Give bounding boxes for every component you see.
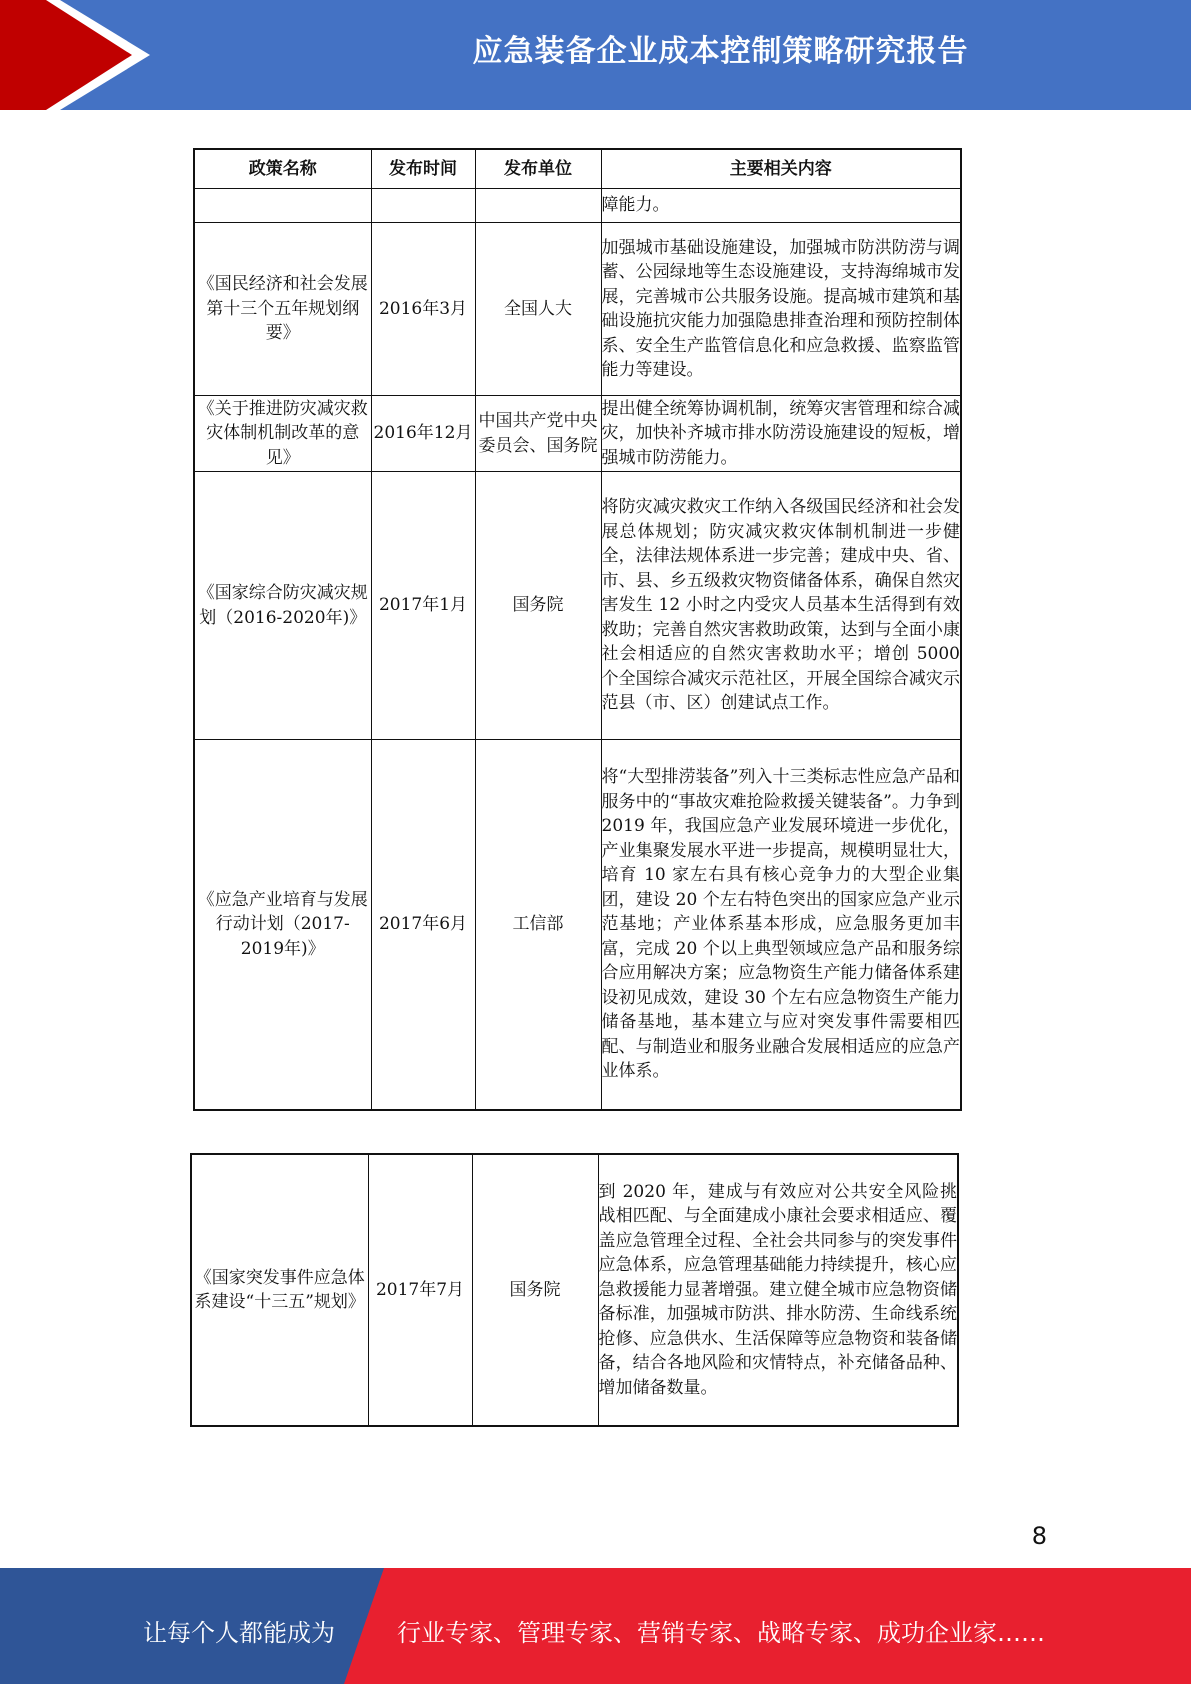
table-row: [194, 740, 961, 1110]
policy-table: [193, 148, 962, 1111]
column-header-content: 主要相关内容: [601, 149, 961, 189]
date-cell: 2017年6月: [371, 740, 475, 1110]
issuer-cell: 国务院: [475, 472, 601, 740]
table-header-row: [194, 149, 961, 189]
column-header-policy-name: 政策名称: [194, 149, 371, 189]
issuer-cell: 全国人大: [475, 223, 601, 396]
issuer-cell: 国务院: [472, 1154, 598, 1426]
policy-name-cell: 《应急产业培育与发展行动计划（2017-2019年)》: [194, 740, 371, 1110]
table-row: [194, 189, 961, 223]
content-cell: 提出健全统筹协调机制，统筹灾害管理和综合减灾，加快补齐城市排水防涝设施建设的短板，增强城市防涝能力。: [601, 396, 961, 472]
policy-name-cell: 《关于推进防灾减灾救灾体制机制改革的意见》: [194, 396, 371, 472]
content-cell: 将“大型排涝装备”列入十三类标志性应急产品和服务中的“事故灾难抢险救援关键装备”。力争到 2019 年，我国应急产业发展环境进一步优化，产业集聚发展水平进一步提高，规模明显壮大，培育 10 家左右具有核心竞争力的大型企业集团，建设 20 个左右特色突出的国家应急产业示范基地；产业体系基本形成，应急服务更加丰富，完成 20 个以上典型领域应急产品和服务综合应用解决方案；应急物资生产能力储备体系建设初见成效，建设 30 个左右应急物资生产能力储备基地，基本建立与应对突发事件需要相匹配、与制造业和服务业融合发展相适应的应急产业体系。: [601, 740, 961, 1110]
table-row: [191, 1154, 958, 1426]
policy-name-cell: 《国民经济和社会发展第十三个五年规划纲要》: [194, 223, 371, 396]
content-cell: 到 2020 年，建成与有效应对公共安全风险挑战相匹配、与全面建成小康社会要求相适应、覆盖应急管理全过程、全社会共同参与的突发事件应急体系，应急管理基础能力持续提升，核心应急救援能力显著增强。建立健全城市应急物资储备标准，加强城市防洪、排水防涝、生命线系统抢修、应急供水、生活保障等应急物资和装备储备，结合各地风险和灾情特点，补充储备品种、增加储备数量。: [598, 1154, 958, 1426]
table-row: [194, 396, 961, 472]
report-title: 应急装备企业成本控制策略研究报告: [472, 34, 969, 69]
content-cell: 将防灾减灾救灾工作纳入各级国民经济和社会发展总体规划；防灾减灾救灾体制机制进一步健全，法律法规体系进一步完善；建成中央、省、市、县、乡五级救灾物资储备体系，确保自然灾害发生 12 小时之内受灾人员基本生活得到有效救助；完善自然灾害救助政策，达到与全面小康社会相适应的自然灾害救助水平；增创 5000 个全国综合减灾示范社区，开展全国综合减灾示范县（市、区）创建试点工作。: [601, 472, 961, 740]
footer-slogan-left: 让每个人都能成为: [143, 1619, 335, 1647]
issuer-cell: 工信部: [475, 740, 601, 1110]
chevron-arrow-icon: [0, 0, 160, 110]
column-header-date: 发布时间: [371, 149, 475, 189]
policy-name-cell: 《国家综合防灾减灾规划（2016-2020年)》: [194, 472, 371, 740]
date-cell: [371, 189, 475, 223]
issuer-cell: [475, 189, 601, 223]
date-cell: 2016年12月: [371, 396, 475, 472]
table-row: [194, 223, 961, 396]
policy-table-continued: [190, 1153, 959, 1427]
footer-banner: [0, 1568, 1191, 1684]
footer-slogan-right: 行业专家、管理专家、营销专家、战略专家、成功企业家……: [397, 1619, 1045, 1647]
policy-name-cell: 《国家突发事件应急体系建设“十三五”规划》: [191, 1154, 368, 1426]
table-row: [194, 472, 961, 740]
page-number: 8: [1031, 1522, 1047, 1550]
policy-name-cell: [194, 189, 371, 223]
date-cell: 2017年1月: [371, 472, 475, 740]
header-banner: [0, 0, 1191, 110]
issuer-cell: 中国共产党中央委员会、国务院: [475, 396, 601, 472]
date-cell: 2017年7月: [368, 1154, 472, 1426]
content-cell: 加强城市基础设施建设，加强城市防洪防涝与调蓄、公园绿地等生态设施建设，支持海绵城市发展，完善城市公共服务设施。提高城市建筑和基础设施抗灾能力加强隐患排查治理和预防控制体系、安全生产监管信息化和应急救援、监察监管能力等建设。: [601, 223, 961, 396]
column-header-issuer: 发布单位: [475, 149, 601, 189]
content-cell: 障能力。: [601, 189, 961, 223]
date-cell: 2016年3月: [371, 223, 475, 396]
